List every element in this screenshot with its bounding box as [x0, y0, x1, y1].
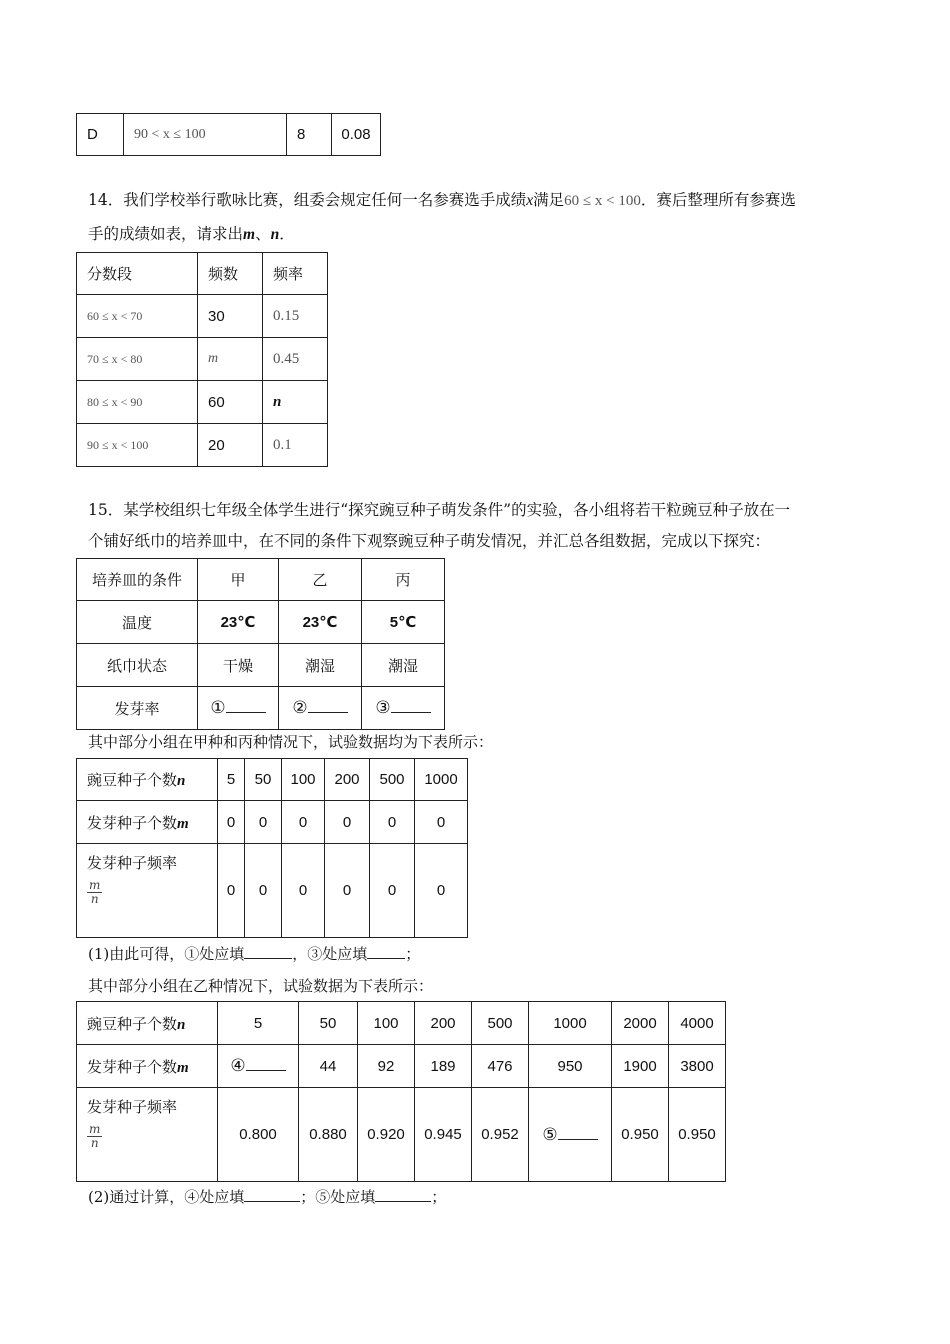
blank-cell	[362, 687, 445, 730]
q14-line1-post: ．赛后整理所有参赛选	[640, 191, 796, 209]
n-cell: 50	[299, 1002, 358, 1045]
label-sprout-freq	[77, 1088, 218, 1182]
label-seed-count	[77, 759, 218, 801]
n-cell: 5	[218, 759, 245, 801]
label-text: 发芽种子频率	[87, 1098, 178, 1116]
row-range: 70 ≤ x < 80	[77, 338, 198, 381]
f-cell: 0.952	[472, 1088, 529, 1182]
count-cell: 8	[287, 114, 332, 156]
answer-blank-5b[interactable]	[375, 1187, 431, 1202]
fraction-m-over-n	[87, 1123, 102, 1150]
row-freq: 0.15	[263, 295, 328, 338]
row-freq: n	[263, 381, 328, 424]
top-table	[76, 113, 381, 156]
cond-col-yi: 乙	[279, 559, 362, 601]
n-cell: 100	[358, 1002, 415, 1045]
f-cell: 0	[245, 844, 282, 938]
q14-var-m: m	[243, 226, 256, 243]
f-cell: 0.920	[358, 1088, 415, 1182]
label-sprout-count	[77, 1045, 218, 1088]
row-range: 60 ≤ x < 70	[77, 295, 198, 338]
blank-marker: ⑤	[542, 1124, 558, 1145]
q15-note1: 其中部分小组在甲种和丙种情况下，试验数据均为下表所示：	[88, 733, 494, 751]
frac-num: m	[89, 1122, 101, 1136]
f-cell: 0	[415, 844, 468, 938]
q15-sub1	[88, 943, 420, 964]
n-cell: 2000	[612, 1002, 669, 1045]
freq-cell: 0.08	[332, 114, 381, 156]
row-freq: 0.1	[263, 424, 328, 467]
answer-blank[interactable]	[226, 698, 266, 713]
m-cell: 0	[325, 801, 370, 844]
blank-cell	[279, 687, 362, 730]
m-cell: 476	[472, 1045, 529, 1088]
sub1-pre: (1)由此可得，①处应填	[88, 945, 245, 963]
answer-blank-4b[interactable]	[244, 1187, 300, 1202]
q14-line2-post: ．	[279, 225, 295, 243]
label-sprout-count	[77, 801, 218, 844]
row-count: m	[198, 338, 263, 381]
sub1-mid: ，③处应填	[292, 945, 368, 963]
row-count: 30	[198, 295, 263, 338]
m-cell: 3800	[669, 1045, 726, 1088]
var-n: n	[177, 1016, 186, 1033]
blank-marker: ④	[230, 1056, 246, 1076]
frac-den: n	[90, 892, 99, 906]
m-cell: 0	[245, 801, 282, 844]
m-cell: 1900	[612, 1045, 669, 1088]
answer-blank-4[interactable]	[246, 1056, 286, 1071]
row-range: 80 ≤ x < 90	[77, 381, 198, 424]
q15-text-line1: 15．某学校组织七年级全体学生进行“探究豌豆种子萌发条件”的实验，各小组将若干粒豌豆种子放在一	[88, 501, 791, 519]
q14-line1-pre: 14．我们学校举行歌咏比赛，组委会规定任何一名参赛选手成绩	[88, 191, 527, 209]
row-freq: 0.45	[263, 338, 328, 381]
q15-condition-table	[76, 558, 445, 730]
temp-value: 5℃	[362, 601, 445, 644]
q14-sep: 、	[255, 225, 271, 243]
sub1-post: ；	[405, 945, 421, 963]
tissue-value: 潮湿	[279, 644, 362, 687]
m-cell: 44	[299, 1045, 358, 1088]
frac-den: n	[90, 1136, 99, 1150]
answer-blank-3[interactable]	[367, 944, 405, 959]
blank-cell-4	[218, 1045, 299, 1088]
row-count: 60	[198, 381, 263, 424]
q14-condition: 60 ≤ x < 100	[564, 193, 641, 209]
header-frequency: 频率	[263, 253, 328, 295]
q14-line1-mid: 满足	[533, 191, 565, 209]
q14-text-line1	[88, 184, 796, 218]
n-cell: 5	[218, 1002, 299, 1045]
f-cell: 0	[325, 844, 370, 938]
cond-header: 培养皿的条件	[77, 559, 198, 601]
n-cell: 200	[415, 1002, 472, 1045]
frac-num: m	[89, 878, 101, 892]
f-cell: 0	[370, 844, 415, 938]
f-cell: 0.800	[218, 1088, 299, 1182]
q15-sub2	[88, 1186, 446, 1207]
n-cell: 1000	[415, 759, 468, 801]
q15-note2: 其中部分小组在乙种情况下，试验数据为下表所示：	[88, 977, 434, 995]
cond-col-jia: 甲	[198, 559, 279, 601]
header-count: 频数	[198, 253, 263, 295]
blank-marker: ③	[375, 698, 391, 718]
label-text: 发芽种子频率	[87, 854, 178, 872]
var-m: m	[177, 815, 189, 832]
blank-marker: ②	[292, 698, 308, 718]
m-cell: 0	[282, 801, 325, 844]
answer-blank-5[interactable]	[558, 1125, 598, 1140]
answer-blank[interactable]	[308, 698, 348, 713]
label-text: 豌豆种子个数	[87, 1014, 178, 1033]
f-cell: 0	[218, 844, 245, 938]
q15-text-line2: 个铺好纸巾的培养皿中，在不同的条件下观察豌豆种子萌发情况，并汇总各组数据，完成以下探究：	[88, 532, 771, 550]
sub2-post: ；	[431, 1188, 447, 1206]
q14-text-line2	[88, 218, 295, 251]
tissue-value: 干燥	[198, 644, 279, 687]
q14-var-x: x	[526, 192, 534, 209]
m-cell: 189	[415, 1045, 472, 1088]
cond-col-bing: 丙	[362, 559, 445, 601]
temp-value: 23℃	[198, 601, 279, 644]
q14-var-n: n	[270, 226, 280, 243]
range-cell: 90 < x ≤ 100	[124, 114, 287, 156]
fraction-m-over-n	[87, 879, 102, 906]
sub2-pre: (2)通过计算，④处应填	[88, 1188, 245, 1206]
label-seed-count	[77, 1002, 218, 1045]
var-n: n	[177, 773, 186, 789]
n-cell: 500	[472, 1002, 529, 1045]
n-cell: 1000	[529, 1002, 612, 1045]
header-score-range: 分数段	[77, 253, 198, 295]
answer-blank[interactable]	[391, 698, 431, 713]
cond-label-germination: 发芽率	[77, 687, 198, 730]
m-cell: 950	[529, 1045, 612, 1088]
label-sprout-freq	[77, 844, 218, 938]
n-cell: 500	[370, 759, 415, 801]
blank-marker: ①	[210, 698, 226, 718]
row-count: 20	[198, 424, 263, 467]
n-cell: 100	[282, 759, 325, 801]
f-cell: 0.880	[299, 1088, 358, 1182]
var-m: m	[177, 1059, 189, 1076]
f-cell: 0.950	[612, 1088, 669, 1182]
temp-value: 23℃	[279, 601, 362, 644]
blank-cell	[198, 687, 279, 730]
blank-cell-5	[529, 1088, 612, 1182]
cond-label-tissue: 纸巾状态	[77, 644, 198, 687]
n-cell: 4000	[669, 1002, 726, 1045]
label-text: 豌豆种子个数	[87, 771, 178, 789]
q14-line2-pre: 手的成绩如表，请求出	[88, 225, 244, 243]
f-cell: 0.950	[669, 1088, 726, 1182]
m-cell: 92	[358, 1045, 415, 1088]
m-cell: 0	[218, 801, 245, 844]
answer-blank-1[interactable]	[244, 944, 292, 959]
q14-table	[76, 252, 328, 467]
row-range: 90 ≤ x < 100	[77, 424, 198, 467]
n-cell: 50	[245, 759, 282, 801]
label-text: 发芽种子个数	[87, 1057, 178, 1076]
sub2-mid: ；⑤处应填	[300, 1188, 376, 1206]
q15-table-jia-bing	[76, 758, 468, 938]
m-cell: 0	[370, 801, 415, 844]
cond-label-temp: 温度	[77, 601, 198, 644]
tissue-value: 潮湿	[362, 644, 445, 687]
f-cell: 0.945	[415, 1088, 472, 1182]
grade-cell: D	[77, 114, 124, 156]
f-cell: 0	[282, 844, 325, 938]
n-cell: 200	[325, 759, 370, 801]
q15-table-yi	[76, 1001, 726, 1182]
m-cell: 0	[415, 801, 468, 844]
label-text: 发芽种子个数	[87, 813, 178, 832]
